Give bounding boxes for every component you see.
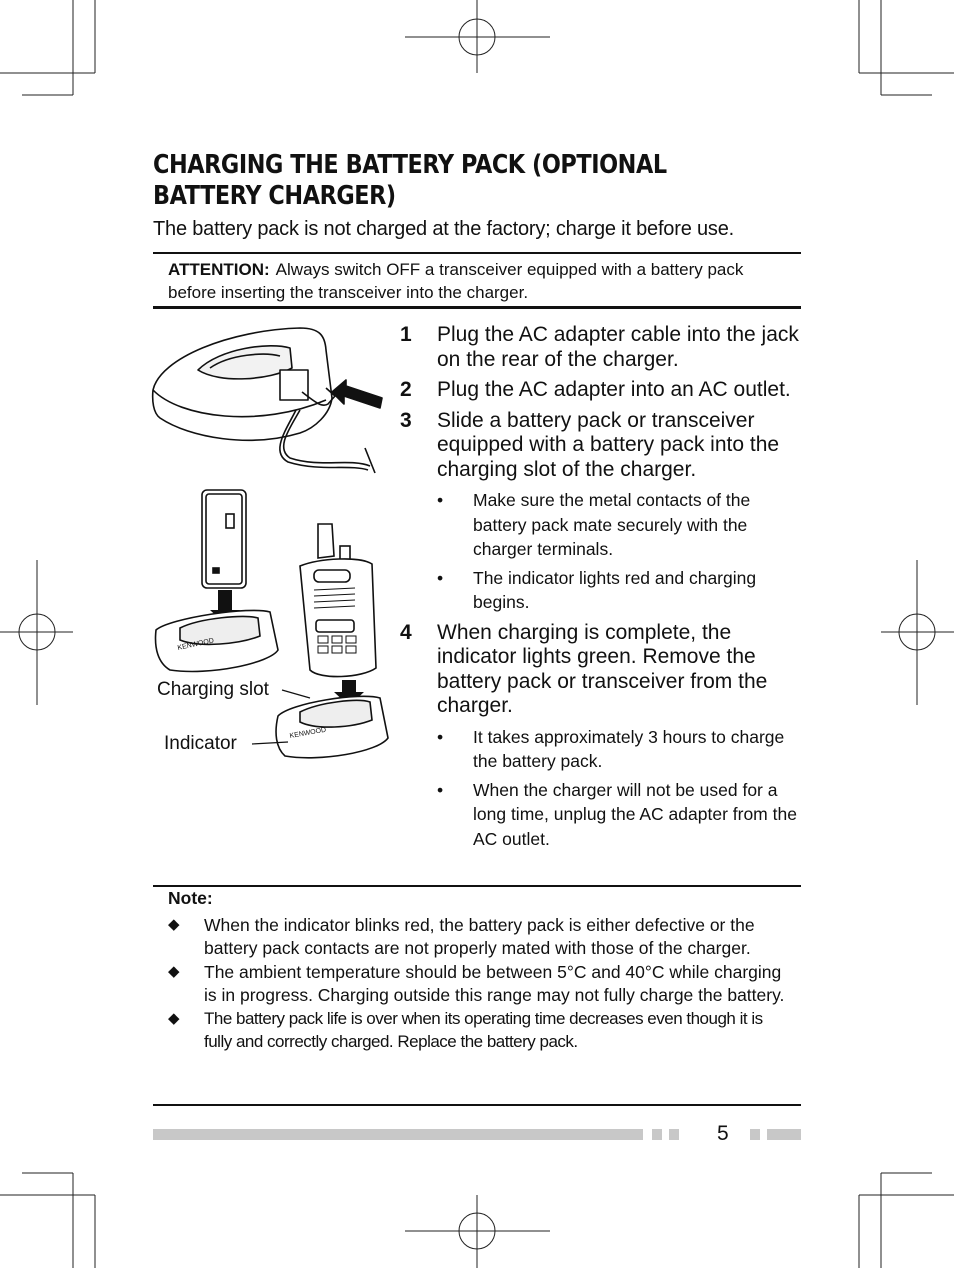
steps-list <box>400 323 802 855</box>
indicator-label: Indicator <box>164 733 237 754</box>
divider <box>153 252 801 254</box>
step-3-bullet: • Make sure the metal contacts of the battery pack mate securely with the charger terminals. <box>437 490 751 559</box>
step-2: 2 Plug the AC adapter into an AC outlet. <box>400 378 791 401</box>
intro-text: The battery pack is not charged at the factory; charge it before use. <box>153 218 734 240</box>
step-4-bullet: • It takes approximately 3 hours to charge the battery pack. <box>437 726 785 771</box>
footer-bar-block <box>750 1129 760 1140</box>
page-number: 5 <box>717 1122 729 1145</box>
footer-bar-block <box>767 1129 801 1140</box>
footer-bar-block <box>669 1129 679 1140</box>
footer-bar <box>153 1129 643 1140</box>
brand-text: KENWOOD <box>176 637 215 652</box>
step-3: 3 Slide a battery pack or transceiver equipped with a battery pack into the charging slot of the charger. <box>400 408 780 481</box>
attention-label: ATTENTION: <box>168 260 270 279</box>
charger-illustration <box>150 318 395 788</box>
charging-slot-label: Charging slot <box>157 679 269 700</box>
note-box <box>168 888 788 1055</box>
diamond-bullet-icon: ◆ <box>168 963 180 980</box>
attention-box <box>168 258 788 304</box>
attention-text: Always switch OFF a transceiver equipped with a battery pack before inserting the transceiver into the charger. <box>168 260 744 302</box>
step-3-bullet: • The indicator lights red and charging begins. <box>437 567 757 612</box>
note-item: ◆ The ambient temperature should be between 5°C and 40°C while charging is in progress. Charging outside this range may not fully charge the battery. <box>168 962 785 1005</box>
step-4: 4 When charging is complete, the indicator lights green. Remove the battery pack or transceiver from the charger. <box>400 620 768 717</box>
page-title: CHARGING THE BATTERY PACK (OPTIONAL BATTERY CHARGER) <box>153 150 667 211</box>
diamond-bullet-icon: ◆ <box>168 916 180 933</box>
note-item: ◆ When the indicator blinks red, the battery pack is either defective or the battery pack contacts are not properly mated with those of the charger. <box>168 915 755 958</box>
step-4-bullet: • When the charger will not be used for a long time, unplug the AC adapter from the AC outlet. <box>437 779 797 849</box>
step-1: 1 Plug the AC adapter cable into the jack on the rear of the charger. <box>400 323 799 371</box>
note-item: ◆ The battery pack life is over when its operating time decreases even though it is fully and correctly charged. Replace the battery pack. <box>168 1008 788 1053</box>
divider <box>153 1104 801 1106</box>
note-title: Note: <box>168 888 213 908</box>
divider <box>153 885 801 887</box>
divider <box>153 306 801 309</box>
diamond-bullet-icon: ◆ <box>168 1010 180 1027</box>
brand-text: KENWOOD <box>289 726 327 740</box>
footer-bar-block <box>652 1129 662 1140</box>
